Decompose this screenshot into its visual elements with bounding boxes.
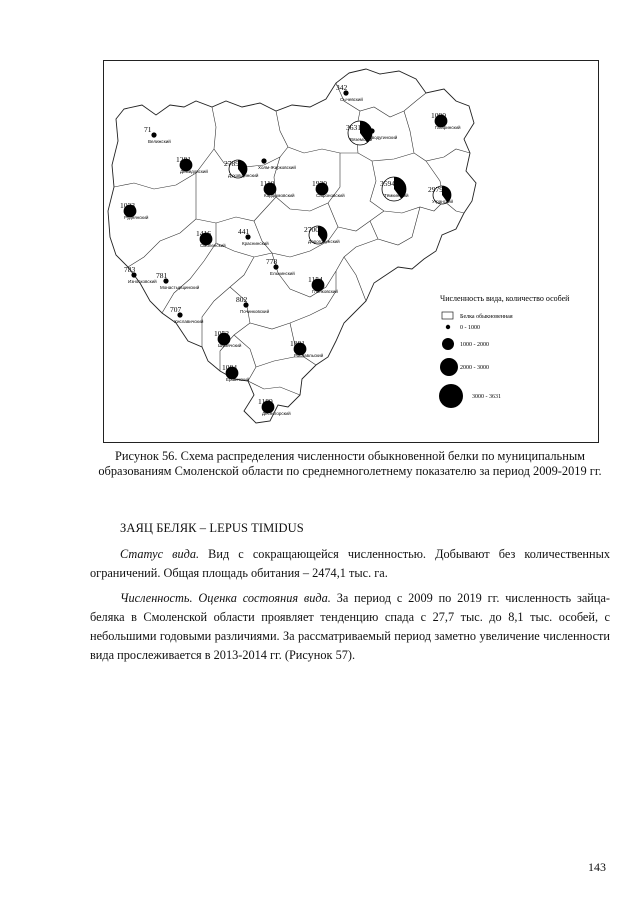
status-label: Статус вида. [120,547,200,561]
region-name: Ельнинский [270,271,295,276]
region-name: Монастырщинский [160,285,200,290]
region-value: 781 [156,271,168,280]
region-name: Сафоновский [316,193,345,198]
legend-species-label: Белка обыкновенная [460,314,513,320]
region-value: 1189 [258,397,273,406]
region-value: 783 [124,265,136,274]
region-value: 778 [266,257,278,266]
figure-caption: Рисунок 56. Схема распределения численности обыкновенной белки по муниципальным образованиям Смоленской области по среднемноголетнему показателю за период 2009-2019 гг. [98,449,602,478]
region-value: 441 [238,227,250,236]
map-figure [103,60,599,443]
region-name: Кардымовский [264,193,295,198]
region-value: 2700 [304,225,319,234]
legend-class-1-symbol [442,338,454,350]
region-name: Глинковский [312,289,338,294]
status-paragraph [90,545,610,583]
region-name: Велижский [148,139,171,144]
region-name: Новодугинский [366,135,398,140]
region-value: 1084 [222,363,237,372]
region-name: Хиславичский [174,319,204,324]
assessment-paragraph [90,589,610,665]
region-value: 2979 [428,185,443,194]
region-map [104,61,600,444]
region-marker [262,159,266,163]
region-value: 71 [144,125,152,134]
legend-species-swatch [442,312,453,319]
status-text: Вид с сокращающейся численностью. Добывают без количественных ограничений. Общая площадь обитания – 2474,1 тыс. га. [90,547,610,580]
legend-class-2-symbol [440,358,458,376]
region-value: 1081 [290,339,305,348]
region-value: 1110 [260,179,275,188]
assessment-text: За период с 2009 по 2019 гг. численность зайца-беляка в Смоленской области проявляет тенденцию спада с 27,7 тыс. до 8,1 тыс. особей, с небольшими годовыми различиями. За рассматриваемый период заметно увеличение численности вида прослеживается в 2013-2014 гг. (Рисунок 57). [90,591,610,662]
region-name: Угранский [432,199,454,204]
region-name: Гагаринский [435,125,461,130]
region-name: Духовщинский [228,173,259,178]
region-value: 2789 [224,159,239,168]
region-marker [370,129,374,133]
page-number: 143 [588,860,606,874]
legend-class-0-label: 0 - 1000 [460,325,480,331]
region-value: 802 [236,295,248,304]
region-name: Дорогобужский [308,239,340,244]
legend-class-3-symbol [439,384,463,408]
legend-class-0-symbol [446,325,450,329]
legend-class-2-label: 2000 - 3000 [460,365,489,371]
region-value: 3594 [380,179,395,188]
region-name: Починковский [240,309,270,314]
map-legend [439,294,570,408]
region-value: 1023 [120,201,135,210]
region-name: Износковский [128,279,157,284]
region-value: 1416 [196,229,211,238]
legend-title: Численность вида, количество особей [440,294,570,303]
region-value: 1154 [308,275,323,284]
region-name: Десногорский [262,411,291,416]
region-value: 1052 [214,329,229,338]
region-name: Холм-Жирковский [258,165,296,170]
region-value: 1090 [431,111,446,120]
region-name: Смоленский [200,243,226,248]
region-name: Ершичский [226,377,250,382]
region-name: Краснинский [242,241,269,246]
region-value: 707 [170,305,182,314]
district-borders [114,83,470,395]
region-marker [152,133,156,137]
region-name: Сычевский [340,97,363,102]
region-value: 342 [336,83,348,92]
region-value: 1281 [176,155,191,164]
region-name: Шумячский [218,343,242,348]
region-markers [120,83,461,416]
region-name: Демидовский [180,169,208,174]
legend-class-3-label: 3000 - 3631 [472,394,501,400]
region-name: Рославльский [294,353,324,358]
region-value: 3631 [346,123,361,132]
region-name: Вяземский [350,137,373,142]
oblast-boundary [108,69,476,423]
legend-class-1-label: 1000 - 2000 [460,342,489,348]
assessment-label: Численность. Оценка состояния вида. [120,591,331,605]
region-name: Руднянский [124,215,149,220]
section-heading: ЗАЯЦ БЕЛЯК – LEPUS TIMIDUS [120,521,304,535]
region-name: Тёмкинский [384,193,409,198]
region-value: 1930 [312,179,327,188]
